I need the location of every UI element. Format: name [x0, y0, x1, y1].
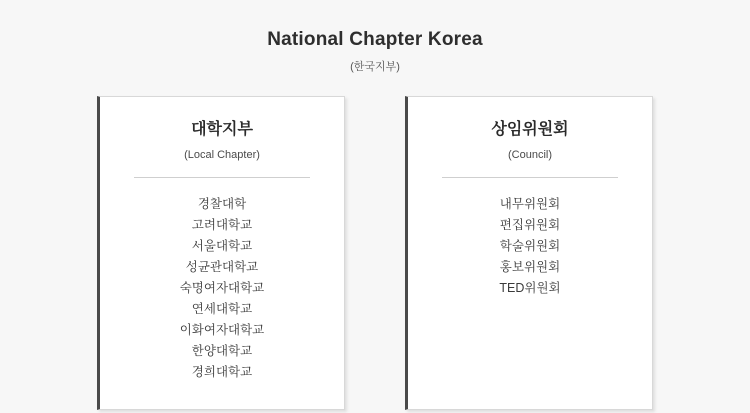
list-item: 편집위원회 — [499, 218, 561, 232]
list-item: 연세대학교 — [191, 302, 253, 316]
list-item: 고려대학교 — [191, 218, 253, 232]
list-item: 서울대학교 — [191, 239, 253, 253]
diagram-header — [0, 0, 750, 74]
list-item: 경찰대학 — [197, 197, 247, 211]
card-title: 대학지부 — [191, 121, 253, 138]
card-columns — [0, 96, 750, 410]
card-local-chapter — [97, 96, 345, 410]
list-item: TED위원회 — [499, 281, 561, 295]
list-item: 이화여자대학교 — [179, 323, 265, 337]
page-subtitle: (한국지부) — [350, 61, 400, 73]
list-item: 내무위원회 — [499, 197, 561, 211]
council-list — [426, 178, 634, 299]
list-item: 한양대학교 — [191, 344, 253, 358]
list-item: 홍보위원회 — [499, 260, 561, 274]
card-subtitle: (Local Chapter) — [184, 149, 260, 161]
list-item: 학술위원회 — [499, 239, 561, 253]
list-item: 숙명여자대학교 — [179, 281, 265, 295]
card-subtitle: (Council) — [507, 149, 552, 161]
card-council — [405, 96, 653, 410]
page-title: National Chapter Korea — [267, 29, 483, 50]
list-item: 성균관대학교 — [185, 260, 259, 274]
card-title: 상임위원회 — [491, 121, 569, 138]
list-item: 경희대학교 — [191, 365, 253, 379]
local-chapter-list — [118, 178, 326, 383]
